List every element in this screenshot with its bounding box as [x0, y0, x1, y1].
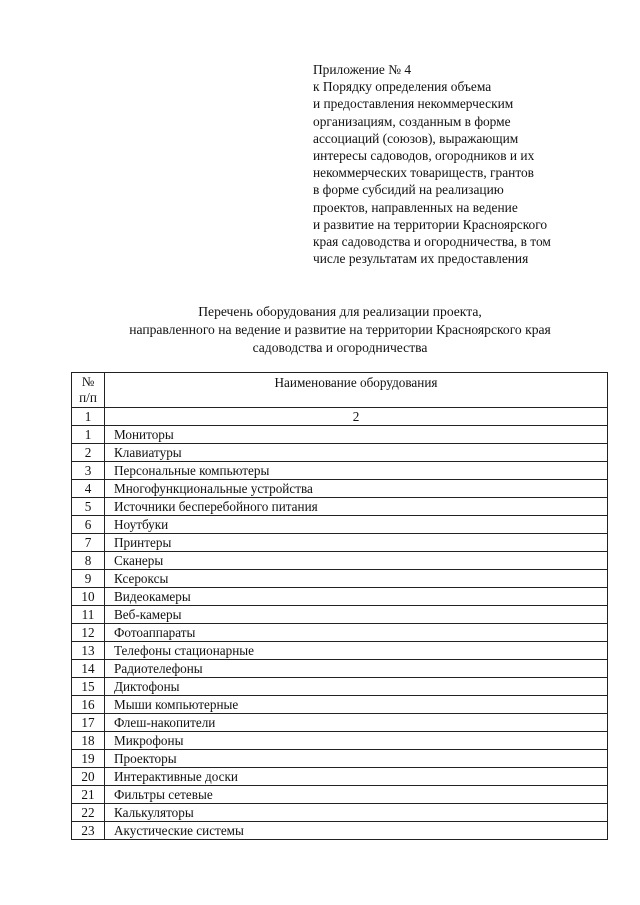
appendix-line: к Порядку определения объема: [313, 79, 492, 95]
row-number-cell: 1: [72, 426, 105, 444]
appendix-line: интересы садоводов, огородников и их: [313, 148, 535, 164]
row-number-cell: 11: [72, 606, 105, 624]
row-number-cell: 6: [72, 516, 105, 534]
equipment-name-cell: Мыши компьютерные: [105, 696, 608, 714]
equipment-name-cell: Многофункциональные устройства: [105, 480, 608, 498]
equipment-name-cell: Принтеры: [105, 534, 608, 552]
equipment-name-cell: Флеш-накопители: [105, 714, 608, 732]
header-number-symbol: №: [81, 374, 95, 389]
row-number-cell: 16: [72, 696, 105, 714]
equipment-name-cell: Телефоны стационарные: [105, 642, 608, 660]
row-number-cell: 18: [72, 732, 105, 750]
row-number-cell: 4: [72, 480, 105, 498]
equipment-name-cell: Источники бесперебойного питания: [105, 498, 608, 516]
appendix-heading: [313, 61, 613, 267]
equipment-name-cell: Интерактивные доски: [105, 768, 608, 786]
table-row: [72, 804, 608, 822]
appendix-line: и развитие на территории Красноярского: [313, 216, 548, 232]
equipment-name-cell: Персональные компьютеры: [105, 462, 608, 480]
appendix-line: и предоставления некоммерческим: [313, 96, 514, 112]
row-number-cell: 14: [72, 660, 105, 678]
header-number-abbrev: п/п: [79, 390, 97, 405]
row-number-cell: 9: [72, 570, 105, 588]
table-row: [72, 732, 608, 750]
row-number-cell: 5: [72, 498, 105, 516]
table-row: [72, 426, 608, 444]
appendix-line: ассоциаций (союзов), выражающим: [313, 130, 519, 146]
table-row: [72, 606, 608, 624]
column-index-row: [72, 408, 608, 426]
equipment-name-cell: Микрофоны: [105, 732, 608, 750]
title-line: Перечень оборудования для реализации проекта,: [198, 304, 482, 319]
table-header-row: [72, 373, 608, 408]
row-number-cell: 12: [72, 624, 105, 642]
equipment-name-cell: Клавиатуры: [105, 444, 608, 462]
row-number-cell: 8: [72, 552, 105, 570]
table-row: [72, 534, 608, 552]
table-row: [72, 642, 608, 660]
equipment-name-cell: Фотоаппараты: [105, 624, 608, 642]
table-row: [72, 480, 608, 498]
table-row: [72, 750, 608, 768]
document-title: [60, 303, 620, 357]
column-index-cell: 1: [72, 408, 105, 426]
table-row: [72, 516, 608, 534]
equipment-name-cell: Акустические системы: [105, 822, 608, 840]
table-row: [72, 588, 608, 606]
row-number-cell: 3: [72, 462, 105, 480]
equipment-name-cell: Сканеры: [105, 552, 608, 570]
table-row: [72, 498, 608, 516]
appendix-line: края садоводства и огородничества, в том: [313, 234, 551, 250]
appendix-line: Приложение № 4: [313, 62, 412, 77]
table-row: [72, 678, 608, 696]
equipment-name-cell: Фильтры сетевые: [105, 786, 608, 804]
table-row: [72, 786, 608, 804]
equipment-table: [71, 372, 608, 840]
equipment-name-cell: Мониторы: [105, 426, 608, 444]
table-row: [72, 696, 608, 714]
appendix-line: в форме субсидий на реализацию: [313, 182, 504, 198]
row-number-cell: 20: [72, 768, 105, 786]
table-row: [72, 624, 608, 642]
table-row: [72, 570, 608, 588]
row-number-cell: 19: [72, 750, 105, 768]
equipment-name-cell: Веб-камеры: [105, 606, 608, 624]
row-number-cell: 13: [72, 642, 105, 660]
equipment-name-cell: Диктофоны: [105, 678, 608, 696]
header-number: [72, 373, 105, 408]
row-number-cell: 21: [72, 786, 105, 804]
table-row: [72, 660, 608, 678]
row-number-cell: 7: [72, 534, 105, 552]
equipment-name-cell: Ноутбуки: [105, 516, 608, 534]
header-equipment-name: Наименование оборудования: [105, 373, 608, 408]
equipment-name-cell: Видеокамеры: [105, 588, 608, 606]
appendix-line: числе результатам их предоставления: [313, 251, 529, 267]
appendix-line: проектов, направленных на ведение: [313, 199, 518, 215]
appendix-line: некоммерческих товариществ, грантов: [313, 165, 535, 181]
table-row: [72, 462, 608, 480]
equipment-name-cell: Радиотелефоны: [105, 660, 608, 678]
equipment-name-cell: Калькуляторы: [105, 804, 608, 822]
row-number-cell: 17: [72, 714, 105, 732]
row-number-cell: 2: [72, 444, 105, 462]
table-row: [72, 822, 608, 840]
appendix-line: организациям, созданным в форме: [313, 113, 511, 129]
row-number-cell: 23: [72, 822, 105, 840]
row-number-cell: 15: [72, 678, 105, 696]
title-line: садоводства и огородничества: [252, 340, 428, 355]
column-index-cell: 2: [105, 408, 608, 426]
equipment-name-cell: Проекторы: [105, 750, 608, 768]
table-row: [72, 552, 608, 570]
table-row: [72, 768, 608, 786]
equipment-name-cell: Ксероксы: [105, 570, 608, 588]
row-number-cell: 10: [72, 588, 105, 606]
row-number-cell: 22: [72, 804, 105, 822]
table-row: [72, 714, 608, 732]
title-line: направленного на ведение и развитие на территории Красноярского края: [129, 322, 551, 337]
table-row: [72, 444, 608, 462]
